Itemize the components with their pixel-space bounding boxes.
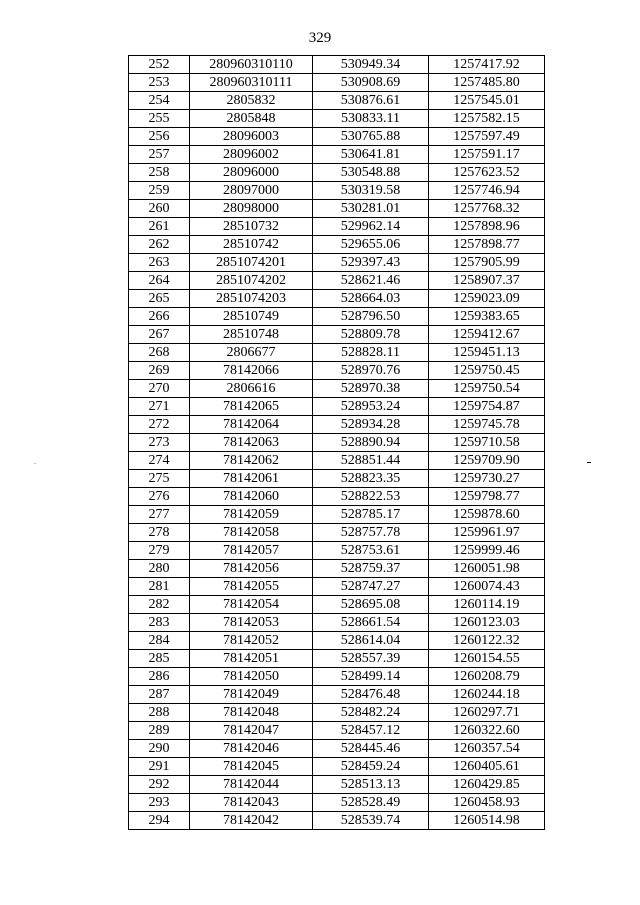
table-row — [129, 506, 545, 524]
row-number-cell: 277 — [129, 506, 190, 524]
row-number-cell: 254 — [129, 92, 190, 110]
point-id-cell: 28097000 — [190, 182, 313, 200]
x-coordinate-cell: 528621.46 — [313, 272, 429, 290]
y-coordinate-cell: 1259023.09 — [429, 290, 545, 308]
y-coordinate-cell: 1257417.92 — [429, 56, 545, 74]
table-row — [129, 218, 545, 236]
row-number-cell: 273 — [129, 434, 190, 452]
x-coordinate-cell: 528695.08 — [313, 596, 429, 614]
point-id-cell: 28096003 — [190, 128, 313, 146]
table-row — [129, 452, 545, 470]
y-coordinate-cell: 1257582.15 — [429, 110, 545, 128]
table-row — [129, 488, 545, 506]
point-id-cell: 78142052 — [190, 632, 313, 650]
x-coordinate-cell: 528785.17 — [313, 506, 429, 524]
table-row — [129, 344, 545, 362]
row-number-cell: 270 — [129, 380, 190, 398]
row-number-cell: 271 — [129, 398, 190, 416]
x-coordinate-cell: 528539.74 — [313, 812, 429, 830]
y-coordinate-cell: 1260458.93 — [429, 794, 545, 812]
table-row — [129, 812, 545, 830]
y-coordinate-cell: 1259730.27 — [429, 470, 545, 488]
table-row — [129, 182, 545, 200]
y-coordinate-cell: 1257591.17 — [429, 146, 545, 164]
row-number-cell: 278 — [129, 524, 190, 542]
point-id-cell: 28510749 — [190, 308, 313, 326]
row-number-cell: 282 — [129, 596, 190, 614]
row-number-cell: 276 — [129, 488, 190, 506]
point-id-cell: 78142051 — [190, 650, 313, 668]
table-row — [129, 416, 545, 434]
row-number-cell: 283 — [129, 614, 190, 632]
x-coordinate-cell: 528753.61 — [313, 542, 429, 560]
row-number-cell: 267 — [129, 326, 190, 344]
y-coordinate-cell: 1259750.54 — [429, 380, 545, 398]
table-row — [129, 272, 545, 290]
point-id-cell: 78142053 — [190, 614, 313, 632]
x-coordinate-cell: 528828.11 — [313, 344, 429, 362]
y-coordinate-cell: 1257898.96 — [429, 218, 545, 236]
y-coordinate-cell: 1260357.54 — [429, 740, 545, 758]
table-row — [129, 650, 545, 668]
point-id-cell: 78142057 — [190, 542, 313, 560]
point-id-cell: 78142042 — [190, 812, 313, 830]
y-coordinate-cell: 1260244.18 — [429, 686, 545, 704]
y-coordinate-cell: 1259754.87 — [429, 398, 545, 416]
table-row — [129, 704, 545, 722]
table-row — [129, 794, 545, 812]
point-id-cell: 78142061 — [190, 470, 313, 488]
row-number-cell: 274 — [129, 452, 190, 470]
row-number-cell: 263 — [129, 254, 190, 272]
row-number-cell: 281 — [129, 578, 190, 596]
y-coordinate-cell: 1260051.98 — [429, 560, 545, 578]
x-coordinate-cell: 528513.13 — [313, 776, 429, 794]
row-number-cell: 266 — [129, 308, 190, 326]
point-id-cell: 2851074203 — [190, 290, 313, 308]
point-id-cell: 28510732 — [190, 218, 313, 236]
y-coordinate-cell: 1257597.49 — [429, 128, 545, 146]
point-id-cell: 78142049 — [190, 686, 313, 704]
row-number-cell: 284 — [129, 632, 190, 650]
point-id-cell: 2806616 — [190, 380, 313, 398]
table-row — [129, 776, 545, 794]
x-coordinate-cell: 528934.28 — [313, 416, 429, 434]
y-coordinate-cell: 1259451.13 — [429, 344, 545, 362]
point-id-cell: 78142058 — [190, 524, 313, 542]
x-coordinate-cell: 529962.14 — [313, 218, 429, 236]
point-id-cell: 2805848 — [190, 110, 313, 128]
y-coordinate-cell: 1257898.77 — [429, 236, 545, 254]
point-id-cell: 78142065 — [190, 398, 313, 416]
x-coordinate-cell: 528970.38 — [313, 380, 429, 398]
x-coordinate-cell: 528661.54 — [313, 614, 429, 632]
table-row — [129, 560, 545, 578]
row-number-cell: 260 — [129, 200, 190, 218]
x-coordinate-cell: 530765.88 — [313, 128, 429, 146]
row-number-cell: 253 — [129, 74, 190, 92]
page-number: 329 — [308, 30, 332, 46]
table-row — [129, 668, 545, 686]
point-id-cell: 2851074202 — [190, 272, 313, 290]
x-coordinate-cell: 528457.12 — [313, 722, 429, 740]
point-id-cell: 78142059 — [190, 506, 313, 524]
table-row — [129, 614, 545, 632]
x-coordinate-cell: 528747.27 — [313, 578, 429, 596]
row-number-cell: 286 — [129, 668, 190, 686]
y-coordinate-cell: 1259383.65 — [429, 308, 545, 326]
point-id-cell: 78142056 — [190, 560, 313, 578]
y-coordinate-cell: 1257746.94 — [429, 182, 545, 200]
point-id-cell: 78142044 — [190, 776, 313, 794]
row-number-cell: 290 — [129, 740, 190, 758]
margin-mark — [587, 462, 591, 463]
table-row — [129, 434, 545, 452]
y-coordinate-cell: 1257905.99 — [429, 254, 545, 272]
x-coordinate-cell: 528614.04 — [313, 632, 429, 650]
table-row — [129, 110, 545, 128]
x-coordinate-cell: 528759.37 — [313, 560, 429, 578]
x-coordinate-cell: 528970.76 — [313, 362, 429, 380]
y-coordinate-cell: 1260154.55 — [429, 650, 545, 668]
coordinates-table-body — [129, 56, 545, 830]
y-coordinate-cell: 1259412.67 — [429, 326, 545, 344]
x-coordinate-cell: 528822.53 — [313, 488, 429, 506]
x-coordinate-cell: 528459.24 — [313, 758, 429, 776]
x-coordinate-cell: 528851.44 — [313, 452, 429, 470]
point-id-cell: 78142062 — [190, 452, 313, 470]
x-coordinate-cell: 528809.78 — [313, 326, 429, 344]
point-id-cell: 28096002 — [190, 146, 313, 164]
table-row — [129, 362, 545, 380]
point-id-cell: 78142046 — [190, 740, 313, 758]
y-coordinate-cell: 1257623.52 — [429, 164, 545, 182]
y-coordinate-cell: 1260429.85 — [429, 776, 545, 794]
x-coordinate-cell: 528823.35 — [313, 470, 429, 488]
y-coordinate-cell: 1260297.71 — [429, 704, 545, 722]
point-id-cell: 280960310110 — [190, 56, 313, 74]
table-row — [129, 740, 545, 758]
x-coordinate-cell: 528796.50 — [313, 308, 429, 326]
table-row — [129, 758, 545, 776]
table-row — [129, 128, 545, 146]
table-row — [129, 398, 545, 416]
table-row — [129, 470, 545, 488]
point-id-cell: 78142055 — [190, 578, 313, 596]
row-number-cell: 262 — [129, 236, 190, 254]
x-coordinate-cell: 528953.24 — [313, 398, 429, 416]
x-coordinate-cell: 530641.81 — [313, 146, 429, 164]
table-row — [129, 92, 545, 110]
y-coordinate-cell: 1260114.19 — [429, 596, 545, 614]
table-row — [129, 578, 545, 596]
y-coordinate-cell: 1259709.90 — [429, 452, 545, 470]
table-row — [129, 254, 545, 272]
point-id-cell: 78142043 — [190, 794, 313, 812]
table-row — [129, 632, 545, 650]
row-number-cell: 288 — [129, 704, 190, 722]
row-number-cell: 291 — [129, 758, 190, 776]
y-coordinate-cell: 1260405.61 — [429, 758, 545, 776]
x-coordinate-cell: 528890.94 — [313, 434, 429, 452]
row-number-cell: 293 — [129, 794, 190, 812]
y-coordinate-cell: 1257485.80 — [429, 74, 545, 92]
y-coordinate-cell: 1260122.32 — [429, 632, 545, 650]
row-number-cell: 265 — [129, 290, 190, 308]
point-id-cell: 78142047 — [190, 722, 313, 740]
table-row — [129, 542, 545, 560]
y-coordinate-cell: 1258907.37 — [429, 272, 545, 290]
x-coordinate-cell: 530908.69 — [313, 74, 429, 92]
y-coordinate-cell: 1259961.97 — [429, 524, 545, 542]
table-row — [129, 74, 545, 92]
x-coordinate-cell: 529397.43 — [313, 254, 429, 272]
point-id-cell: 78142050 — [190, 668, 313, 686]
y-coordinate-cell: 1260208.79 — [429, 668, 545, 686]
row-number-cell: 258 — [129, 164, 190, 182]
row-number-cell: 279 — [129, 542, 190, 560]
point-id-cell: 28510748 — [190, 326, 313, 344]
x-coordinate-cell: 528476.48 — [313, 686, 429, 704]
y-coordinate-cell: 1257545.01 — [429, 92, 545, 110]
table-row — [129, 236, 545, 254]
row-number-cell: 269 — [129, 362, 190, 380]
x-coordinate-cell: 528557.39 — [313, 650, 429, 668]
x-coordinate-cell: 530319.58 — [313, 182, 429, 200]
row-number-cell: 257 — [129, 146, 190, 164]
point-id-cell: 78142048 — [190, 704, 313, 722]
y-coordinate-cell: 1260322.60 — [429, 722, 545, 740]
x-coordinate-cell: 528482.24 — [313, 704, 429, 722]
x-coordinate-cell: 530281.01 — [313, 200, 429, 218]
x-coordinate-cell: 528664.03 — [313, 290, 429, 308]
y-coordinate-cell: 1260123.03 — [429, 614, 545, 632]
y-coordinate-cell: 1259710.58 — [429, 434, 545, 452]
table-row — [129, 524, 545, 542]
row-number-cell: 294 — [129, 812, 190, 830]
table-row — [129, 290, 545, 308]
table-row — [129, 200, 545, 218]
row-number-cell: 261 — [129, 218, 190, 236]
y-coordinate-cell: 1259798.77 — [429, 488, 545, 506]
x-coordinate-cell: 530949.34 — [313, 56, 429, 74]
y-coordinate-cell: 1259999.46 — [429, 542, 545, 560]
x-coordinate-cell: 528499.14 — [313, 668, 429, 686]
table-row — [129, 308, 545, 326]
table-row — [129, 686, 545, 704]
point-id-cell: 78142060 — [190, 488, 313, 506]
x-coordinate-cell: 529655.06 — [313, 236, 429, 254]
point-id-cell: 2806677 — [190, 344, 313, 362]
point-id-cell: 2851074201 — [190, 254, 313, 272]
point-id-cell: 28096000 — [190, 164, 313, 182]
point-id-cell: 78142064 — [190, 416, 313, 434]
row-number-cell: 287 — [129, 686, 190, 704]
y-coordinate-cell: 1259878.60 — [429, 506, 545, 524]
row-number-cell: 255 — [129, 110, 190, 128]
point-id-cell: 280960310111 — [190, 74, 313, 92]
row-number-cell: 285 — [129, 650, 190, 668]
x-coordinate-cell: 528757.78 — [313, 524, 429, 542]
x-coordinate-cell: 530833.11 — [313, 110, 429, 128]
point-id-cell: 28510742 — [190, 236, 313, 254]
table-row — [129, 596, 545, 614]
table-row — [129, 56, 545, 74]
x-coordinate-cell: 530548.88 — [313, 164, 429, 182]
y-coordinate-cell: 1259745.78 — [429, 416, 545, 434]
point-id-cell: 78142045 — [190, 758, 313, 776]
point-id-cell: 28098000 — [190, 200, 313, 218]
margin-speck — [34, 463, 36, 464]
row-number-cell: 289 — [129, 722, 190, 740]
row-number-cell: 259 — [129, 182, 190, 200]
y-coordinate-cell: 1260074.43 — [429, 578, 545, 596]
row-number-cell: 268 — [129, 344, 190, 362]
x-coordinate-cell: 528528.49 — [313, 794, 429, 812]
y-coordinate-cell: 1260514.98 — [429, 812, 545, 830]
point-id-cell: 78142063 — [190, 434, 313, 452]
row-number-cell: 272 — [129, 416, 190, 434]
row-number-cell: 252 — [129, 56, 190, 74]
y-coordinate-cell: 1257768.32 — [429, 200, 545, 218]
row-number-cell: 292 — [129, 776, 190, 794]
row-number-cell: 280 — [129, 560, 190, 578]
table-row — [129, 380, 545, 398]
point-id-cell: 2805832 — [190, 92, 313, 110]
row-number-cell: 264 — [129, 272, 190, 290]
table-row — [129, 722, 545, 740]
table-row — [129, 164, 545, 182]
table-row — [129, 326, 545, 344]
x-coordinate-cell: 528445.46 — [313, 740, 429, 758]
table-row — [129, 146, 545, 164]
x-coordinate-cell: 530876.61 — [313, 92, 429, 110]
point-id-cell: 78142054 — [190, 596, 313, 614]
row-number-cell: 275 — [129, 470, 190, 488]
y-coordinate-cell: 1259750.45 — [429, 362, 545, 380]
point-id-cell: 78142066 — [190, 362, 313, 380]
coordinates-table — [128, 55, 545, 830]
row-number-cell: 256 — [129, 128, 190, 146]
